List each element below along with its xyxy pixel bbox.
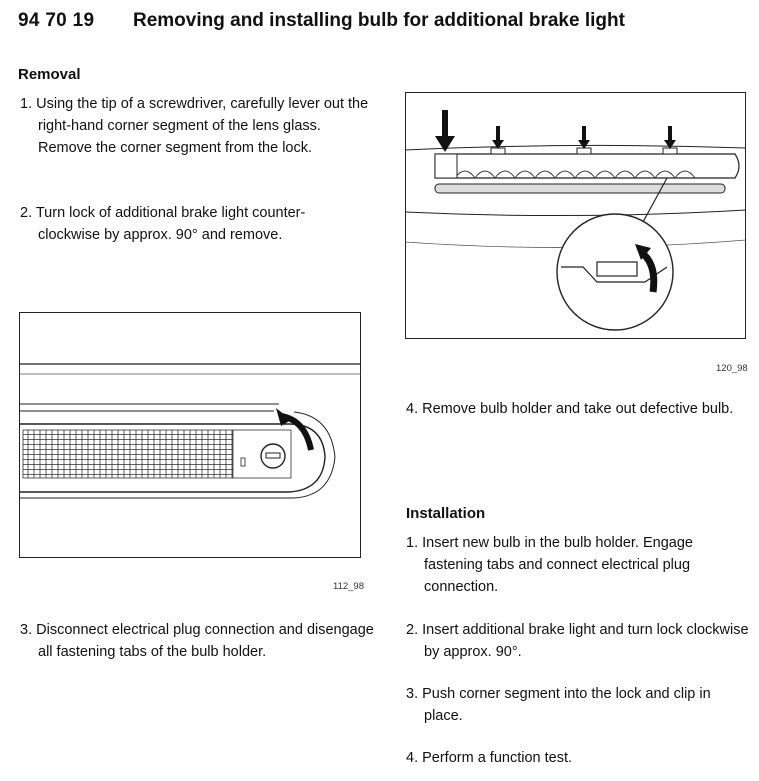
removal-step-2: 2. Turn lock of additional brake light counter-clockwise by approx. 90° and remove. [20, 205, 306, 243]
installation-step-3: 3. Push corner segment into the lock and clip in place. [406, 686, 711, 724]
figure-lock-rotation [19, 312, 361, 558]
removal-heading: Removal [18, 66, 81, 83]
removal-step-3: 3. Disconnect electrical plug connection and disengage all fastening tabs of the bulb holder. [20, 622, 374, 660]
installation-heading: Installation [406, 505, 486, 522]
figure-bulb-holder [405, 92, 746, 339]
figure-right-caption: 120_98 [716, 363, 748, 374]
removal-step-4: 4. Remove bulb holder and take out defective bulb. [406, 401, 734, 417]
page-title: Removing and installing bulb for additional brake light [133, 10, 625, 31]
document-number: 94 70 19 [18, 10, 95, 31]
installation-step-4: 4. Perform a function test. [406, 750, 573, 766]
installation-step-2: 2. Insert additional brake light and turn lock clockwise by approx. 90°. [406, 622, 749, 660]
figure-left-caption: 112_98 [333, 581, 364, 592]
removal-step-1: 1. Using the tip of a screwdriver, carefully lever out the right-hand corner segment of the lens glass. Remove the corner segment from the lock. [20, 96, 369, 156]
installation-step-1: 1. Insert new bulb in the bulb holder. Engage fastening tabs and connect electrical plug connection. [406, 535, 693, 595]
